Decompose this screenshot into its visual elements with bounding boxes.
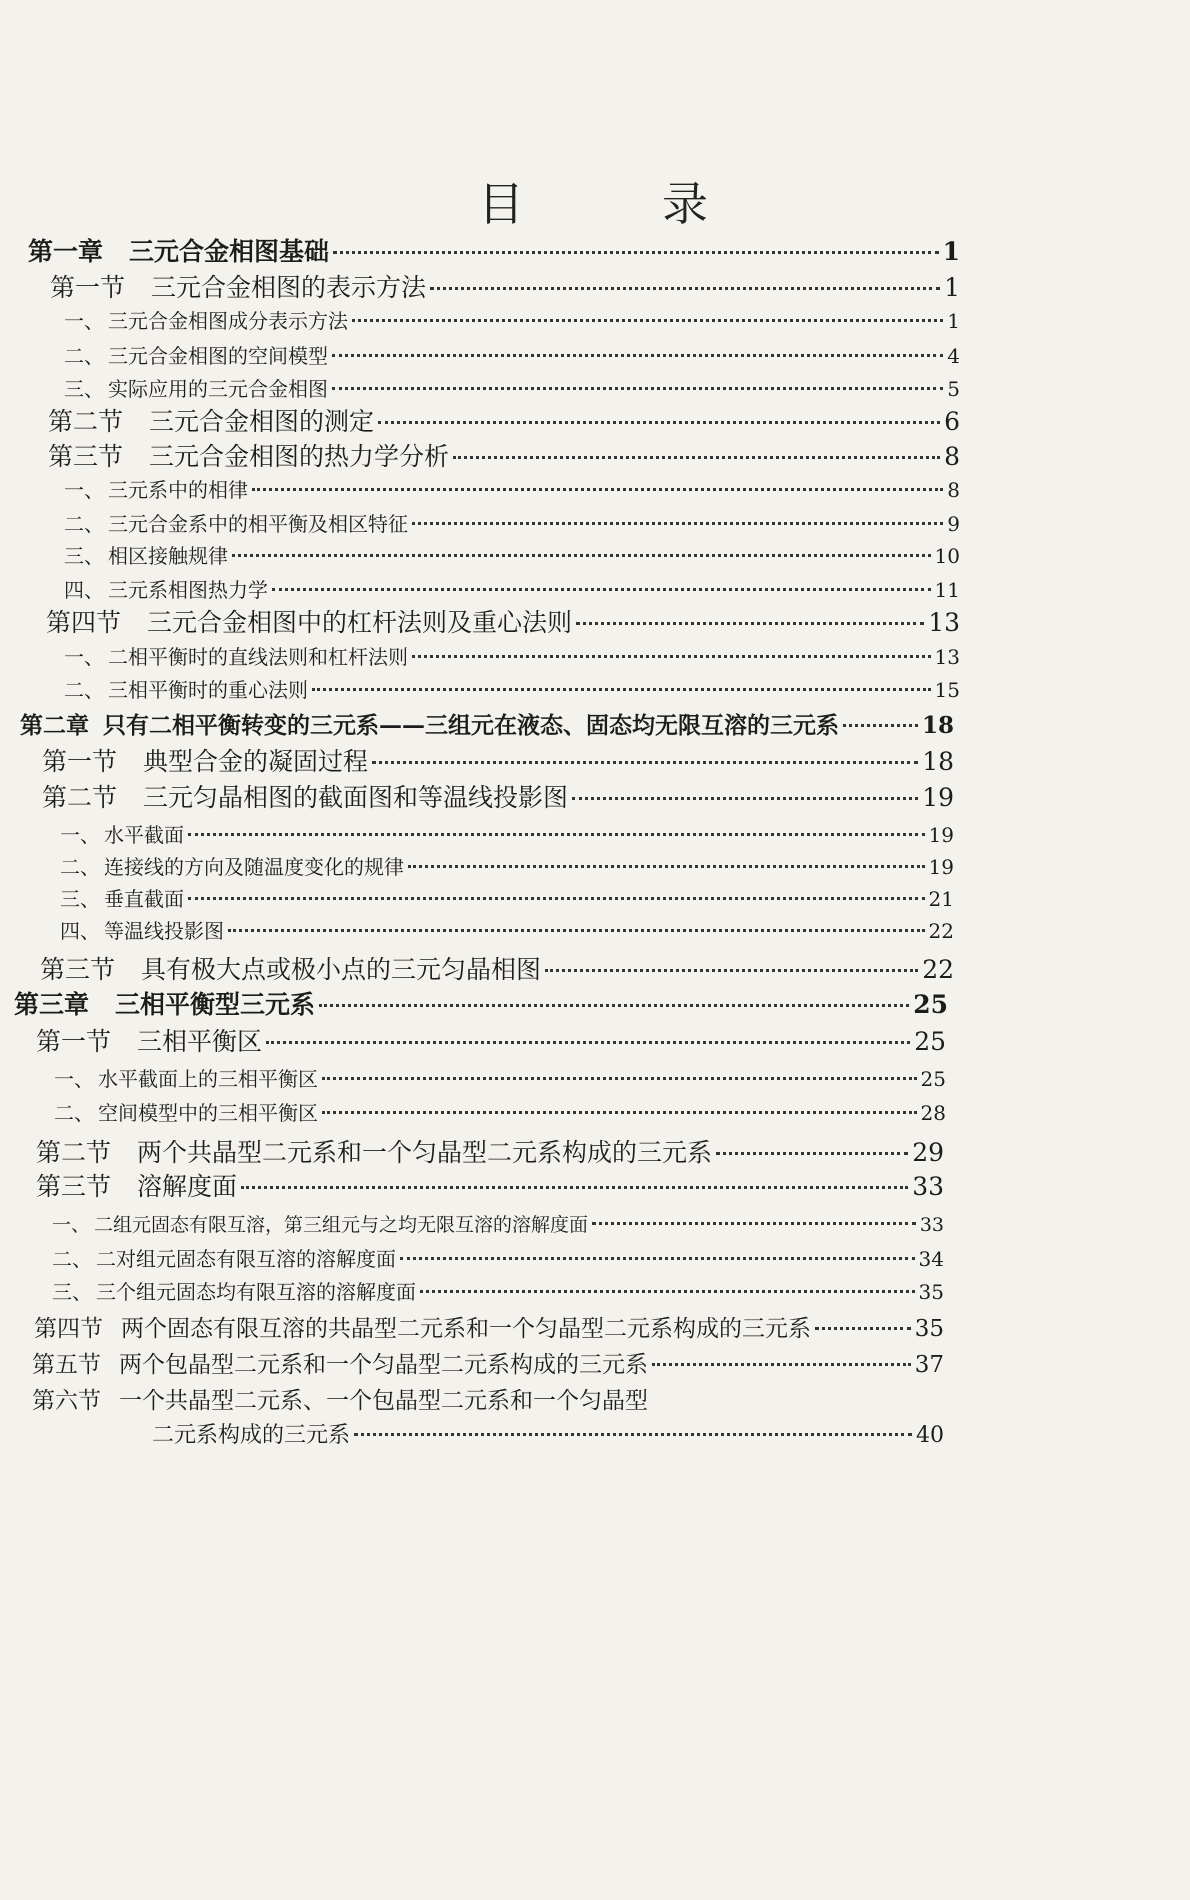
toc-entry-subsection[interactable]	[60, 819, 954, 848]
leader-dots	[378, 421, 940, 424]
leader-dots	[716, 1152, 908, 1155]
entry-page: 8	[944, 442, 960, 471]
entry-page: 25	[920, 1067, 946, 1091]
entry-title: 三元系相图热力学	[108, 578, 268, 602]
leader-dots	[430, 287, 940, 290]
toc-entry-section[interactable]	[42, 742, 954, 778]
entry-page: 22	[928, 919, 954, 943]
leader-dots	[412, 655, 931, 658]
leader-dots	[572, 797, 918, 800]
entry-page: 1	[944, 273, 960, 302]
leader-dots	[322, 1111, 917, 1114]
toc-entry-subsection[interactable]	[64, 508, 960, 537]
entry-title: 只有二相平衡转变的三元系——三组元在液态、固态均无限互溶的三元系	[103, 712, 839, 739]
entry-page: 1	[947, 309, 960, 333]
entry-title: 三相平衡区	[137, 1027, 263, 1056]
leader-dots	[333, 251, 939, 254]
leader-dots	[252, 488, 943, 491]
toc-entry-subsection[interactable]	[64, 474, 960, 503]
entry-title: 二相平衡时的直线法则和杠杆法则	[108, 645, 408, 669]
entry-number: 第四节	[34, 1316, 103, 1342]
toc-entry-section[interactable]	[34, 1310, 944, 1343]
toc-entry-section[interactable]	[40, 950, 954, 986]
entry-page: 15	[934, 678, 960, 702]
toc-entry-subsection[interactable]	[64, 574, 960, 603]
entry-title: 两个共晶型二元系和一个匀晶型二元系构成的三元系	[137, 1138, 713, 1167]
entry-number: 一、	[64, 478, 104, 502]
leader-dots	[453, 456, 940, 459]
toc-entry-subsection[interactable]	[60, 851, 954, 880]
entry-title: 二元系构成的三元系	[152, 1423, 351, 1448]
entry-number: 一、	[64, 309, 104, 333]
toc-entry-subsection[interactable]	[64, 373, 960, 402]
toc-entry-subsection[interactable]	[60, 915, 954, 944]
entry-title: 三元合金相图中的杠杆法则及重心法则	[147, 608, 573, 637]
leader-dots	[232, 554, 931, 557]
entry-title: 三元合金相图的测定	[149, 407, 375, 436]
toc-entry-subsection[interactable]	[54, 1063, 946, 1092]
leader-dots	[188, 833, 925, 836]
entry-page: 33	[919, 1214, 944, 1236]
entry-number: 二、	[60, 855, 100, 879]
leader-dots	[272, 588, 931, 591]
toc-entry-subsection[interactable]	[52, 1210, 944, 1237]
entry-page: 28	[920, 1101, 946, 1125]
entry-title: 二组元固态有限互溶，第三组元与之均无限互溶的溶解度面	[94, 1214, 589, 1236]
toc-entry-section[interactable]	[36, 1133, 944, 1169]
entry-page: 21	[928, 887, 954, 911]
entry-page: 22	[922, 955, 954, 984]
entry-page: 25	[913, 990, 948, 1019]
leader-dots	[266, 1041, 910, 1044]
toc-entry-section[interactable]	[48, 402, 960, 438]
entry-page: 35	[914, 1316, 944, 1342]
entry-page: 1	[942, 237, 960, 266]
entry-number: 第二节	[48, 407, 124, 436]
entry-number: 二、	[64, 344, 104, 368]
entry-title: 垂直截面	[104, 887, 184, 911]
leader-dots	[354, 1433, 912, 1436]
toc-entry-section[interactable]	[32, 1346, 944, 1379]
leader-dots	[408, 865, 925, 868]
entry-number: 第二章	[20, 712, 89, 739]
entry-title: 相区接触规律	[108, 544, 228, 568]
entry-title: 水平截面	[104, 823, 184, 847]
entry-number: 二、	[64, 678, 104, 702]
toc-entry-section[interactable]	[42, 778, 954, 814]
toc-entry-subsection[interactable]	[64, 340, 960, 369]
leader-dots	[332, 387, 943, 390]
entry-page: 19	[928, 855, 954, 879]
title-char-2: 录	[662, 177, 708, 231]
leader-dots	[815, 1327, 911, 1330]
entry-page: 25	[914, 1027, 946, 1056]
leader-dots	[545, 969, 918, 972]
toc-entry-subsection[interactable]	[64, 674, 960, 703]
toc-entry-subsection[interactable]	[64, 540, 960, 569]
entry-title: 三相平衡型三元系	[115, 990, 316, 1019]
entry-page: 35	[918, 1280, 944, 1304]
entry-title: 三相平衡时的重心法则	[108, 678, 308, 702]
toc-entry-section[interactable]	[48, 437, 960, 473]
entry-number: 二、	[54, 1101, 94, 1125]
entry-page: 34	[918, 1247, 944, 1271]
page-title	[478, 168, 708, 234]
leader-dots	[652, 1363, 911, 1366]
entry-page: 6	[944, 407, 960, 436]
entry-number: 第三节	[40, 955, 116, 984]
title-char-1: 目	[478, 177, 524, 231]
entry-title: 二对组元固态有限互溶的溶解度面	[96, 1247, 396, 1271]
toc-entry-chapter-2[interactable]	[20, 707, 954, 740]
entry-title: 三元合金系中的相平衡及相区特征	[108, 512, 408, 536]
entry-number: 二、	[64, 512, 104, 536]
entry-page: 29	[912, 1138, 944, 1167]
entry-page: 13	[934, 645, 960, 669]
entry-number: 第三章	[14, 990, 90, 1019]
entry-page: 19	[928, 823, 954, 847]
entry-title: 三个组元固态均有限互溶的溶解度面	[96, 1280, 416, 1304]
entry-page: 4	[947, 344, 960, 368]
entry-page: 11	[934, 578, 960, 602]
leader-dots	[576, 622, 924, 625]
entry-title: 水平截面上的三相平衡区	[98, 1067, 318, 1091]
entry-title: 具有极大点或极小点的三元匀晶相图	[141, 955, 542, 984]
entry-title: 三元合金相图成分表示方法	[108, 309, 348, 333]
entry-title: 等温线投影图	[104, 919, 224, 943]
entry-number: 第一节	[50, 273, 126, 302]
entry-title: 典型合金的凝固过程	[143, 747, 369, 776]
leader-dots	[228, 929, 925, 932]
toc-entry-section[interactable]	[50, 268, 960, 304]
entry-number: 第四节	[46, 608, 122, 637]
leader-dots	[322, 1077, 917, 1080]
entry-page: 19	[922, 783, 954, 812]
entry-page: 10	[934, 544, 960, 568]
entry-title: 三元合金相图的热力学分析	[149, 442, 450, 471]
entry-number: 第三节	[48, 442, 124, 471]
entry-title: 实际应用的三元合金相图	[108, 377, 328, 401]
entry-title: 两个包晶型二元系和一个匀晶型二元系构成的三元系	[119, 1352, 648, 1378]
toc-entry-chapter-3[interactable]	[14, 985, 948, 1021]
leader-dots	[412, 522, 943, 525]
leader-dots	[312, 688, 931, 691]
entry-number: 第一节	[42, 747, 118, 776]
entry-number: 一、	[52, 1214, 91, 1236]
toc-entry-section[interactable]	[46, 603, 960, 639]
entry-number: 第三节	[36, 1172, 112, 1201]
entry-number: 一、	[54, 1067, 94, 1091]
entry-number: 一、	[64, 645, 104, 669]
entry-title: 空间模型中的三相平衡区	[98, 1101, 318, 1125]
entry-number: 第六节	[32, 1388, 101, 1414]
entry-number: 一、	[60, 823, 100, 847]
entry-number: 四、	[60, 919, 100, 943]
entry-number: 第二节	[42, 783, 118, 812]
toc-entry-chapter-1[interactable]	[28, 232, 960, 268]
leader-dots	[420, 1290, 915, 1293]
toc-entry-section[interactable]	[32, 1382, 944, 1415]
entry-page: 8	[947, 478, 960, 502]
entry-page: 37	[914, 1352, 944, 1378]
leader-dots	[319, 1004, 909, 1007]
entry-number: 三、	[52, 1280, 92, 1304]
entry-number: 三、	[64, 544, 104, 568]
entry-title: 三元系中的相律	[108, 478, 248, 502]
leader-dots	[592, 1222, 916, 1225]
entry-title: 三元匀晶相图的截面图和等温线投影图	[143, 783, 569, 812]
entry-number: 三、	[64, 377, 104, 401]
leader-dots	[352, 319, 943, 322]
entry-number: 第一节	[36, 1027, 112, 1056]
entry-page: 18	[922, 747, 954, 776]
entry-title: 溶解度面	[137, 1172, 238, 1201]
entry-title: 两个固态有限互溶的共晶型二元系和一个匀晶型二元系构成的三元系	[121, 1316, 811, 1342]
toc-entry-subsection[interactable]	[54, 1097, 946, 1126]
entry-page: 33	[912, 1172, 944, 1201]
toc-entry-subsection[interactable]	[64, 305, 960, 334]
leader-dots	[241, 1186, 908, 1189]
entry-page: 9	[947, 512, 960, 536]
leader-dots	[843, 724, 918, 727]
entry-page: 5	[947, 377, 960, 401]
toc-entry-section[interactable]	[36, 1022, 946, 1058]
entry-page: 18	[921, 712, 954, 739]
entry-page: 13	[928, 608, 960, 637]
toc-entry-section[interactable]	[36, 1167, 944, 1203]
toc-entry-continuation[interactable]	[152, 1418, 944, 1449]
toc-entry-subsection[interactable]	[52, 1243, 944, 1272]
toc-entry-subsection[interactable]	[52, 1276, 944, 1305]
toc-entry-subsection[interactable]	[64, 641, 960, 670]
leader-dots	[400, 1257, 915, 1260]
entry-title: 三元合金相图的表示方法	[151, 273, 427, 302]
entry-number: 第五节	[32, 1352, 101, 1378]
leader-dots	[332, 354, 943, 357]
entry-number: 三、	[60, 887, 100, 911]
leader-dots	[188, 897, 925, 900]
entry-title: 一个共晶型二元系、一个包晶型二元系和一个匀晶型	[119, 1388, 648, 1414]
entry-title: 连接线的方向及随温度变化的规律	[104, 855, 404, 879]
leader-dots	[372, 761, 918, 764]
entry-page: 40	[916, 1423, 944, 1448]
entry-number: 第二节	[36, 1138, 112, 1167]
entry-number: 四、	[64, 578, 104, 602]
toc-entry-subsection[interactable]	[60, 883, 954, 912]
entry-title: 三元合金相图基础	[129, 237, 330, 266]
entry-title: 三元合金相图的空间模型	[108, 344, 328, 368]
entry-number: 第一章	[28, 237, 104, 266]
entry-number: 二、	[52, 1247, 92, 1271]
